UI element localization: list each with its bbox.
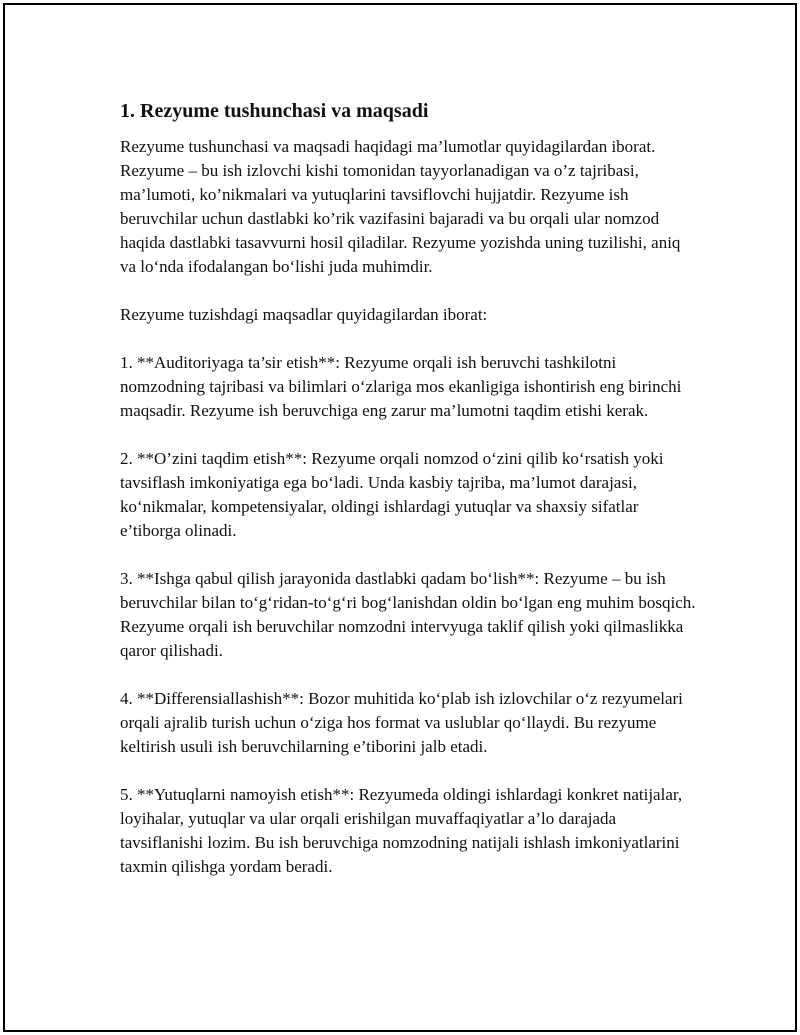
document-body — [120, 97, 700, 903]
goal-paragraph-4: 4. **Differensiallashish**: Bozor muhitida ko‘plab ish izlovchilar o‘z rezyumelari orqali ajralib turish uchun o‘ziga hos format va uslublar qo‘llaydi. Bu rezyume keltirish usuli ish beruvchilarning e’tiborini jalb etadi. — [120, 689, 683, 756]
goal-paragraph-1: 1. **Auditoriyaga ta’sir etish**: Rezyume orqali ish beruvchi tashkilotni nomzodning tajribasi va bilimlari o‘zlariga mos ekanligiga ishontirish eng birinchi maqsadir. Rezyume ish beruvchiga eng zarur ma’lumotni taqdim etishi kerak. — [120, 353, 682, 420]
document-page — [3, 3, 797, 1032]
goal-paragraph-5: 5. **Yutuqlarni namoyish etish**: Rezyumeda oldingi ishlardagi konkret natijalar, loyihalar, yutuqlar va ular orqali erishilgan muvaffaqiyatlar a’lo darajada tavsiflanishi lozim. Bu ish beruvchiga nomzodning natijali ishlash imkoniyatlarini taxmin qilishga yordam beradi. — [120, 785, 683, 876]
section-heading: 1. Rezyume tushunchasi va maqsadi — [120, 100, 429, 122]
goal-paragraph-2: 2. **O’zini taqdim etish**: Rezyume orqali nomzod o‘zini qilib ko‘rsatish yoki tavsiflash imkoniyatiga ega bo‘ladi. Unda kasbiy tajriba, ma’lumot darajasi, ko‘nikmalar, kompetensiyalar, oldingi ishlardagi yutuqlar va shaxsiy sifatlar e’tiborga olinadi. — [120, 449, 664, 540]
goal-paragraph-3: 3. **Ishga qabul qilish jarayonida dastlabki qadam bo‘lish**: Rezyume – bu ish beruvchilar bilan to‘g‘ridan-to‘g‘ri bog‘lanishdan oldin bo‘lgan eng muhim bosqich. Rezyume orqali ish beruvchilar nomzodni intervyuga taklif qilish yoki qilmaslikka qaror qilishadi. — [120, 569, 696, 660]
intro-paragraph: Rezyume tushunchasi va maqsadi haqidagi ma’lumotlar quyidagilardan iborat. Rezyume – bu ish izlovchi kishi tomonidan tayyorlanadigan va o’z tajribasi, ma’lumoti, ko’nikmalari va yutuqlarini tavsiflovchi hujjatdir. Rezyume ish beruvchilar uchun dastlabki ko’rik vazifasini bajaradi va bu orqali ular nomzod haqida dastlabki tasavvurni hosil qiladilar. Rezyume yozishda uning tuzilishi, aniq va lo‘nda ifodalangan bo‘lishi juda muhimdir. — [120, 137, 681, 276]
goals-intro-paragraph: Rezyume tuzishdagi maqsadlar quyidagilardan iborat: — [120, 305, 488, 324]
